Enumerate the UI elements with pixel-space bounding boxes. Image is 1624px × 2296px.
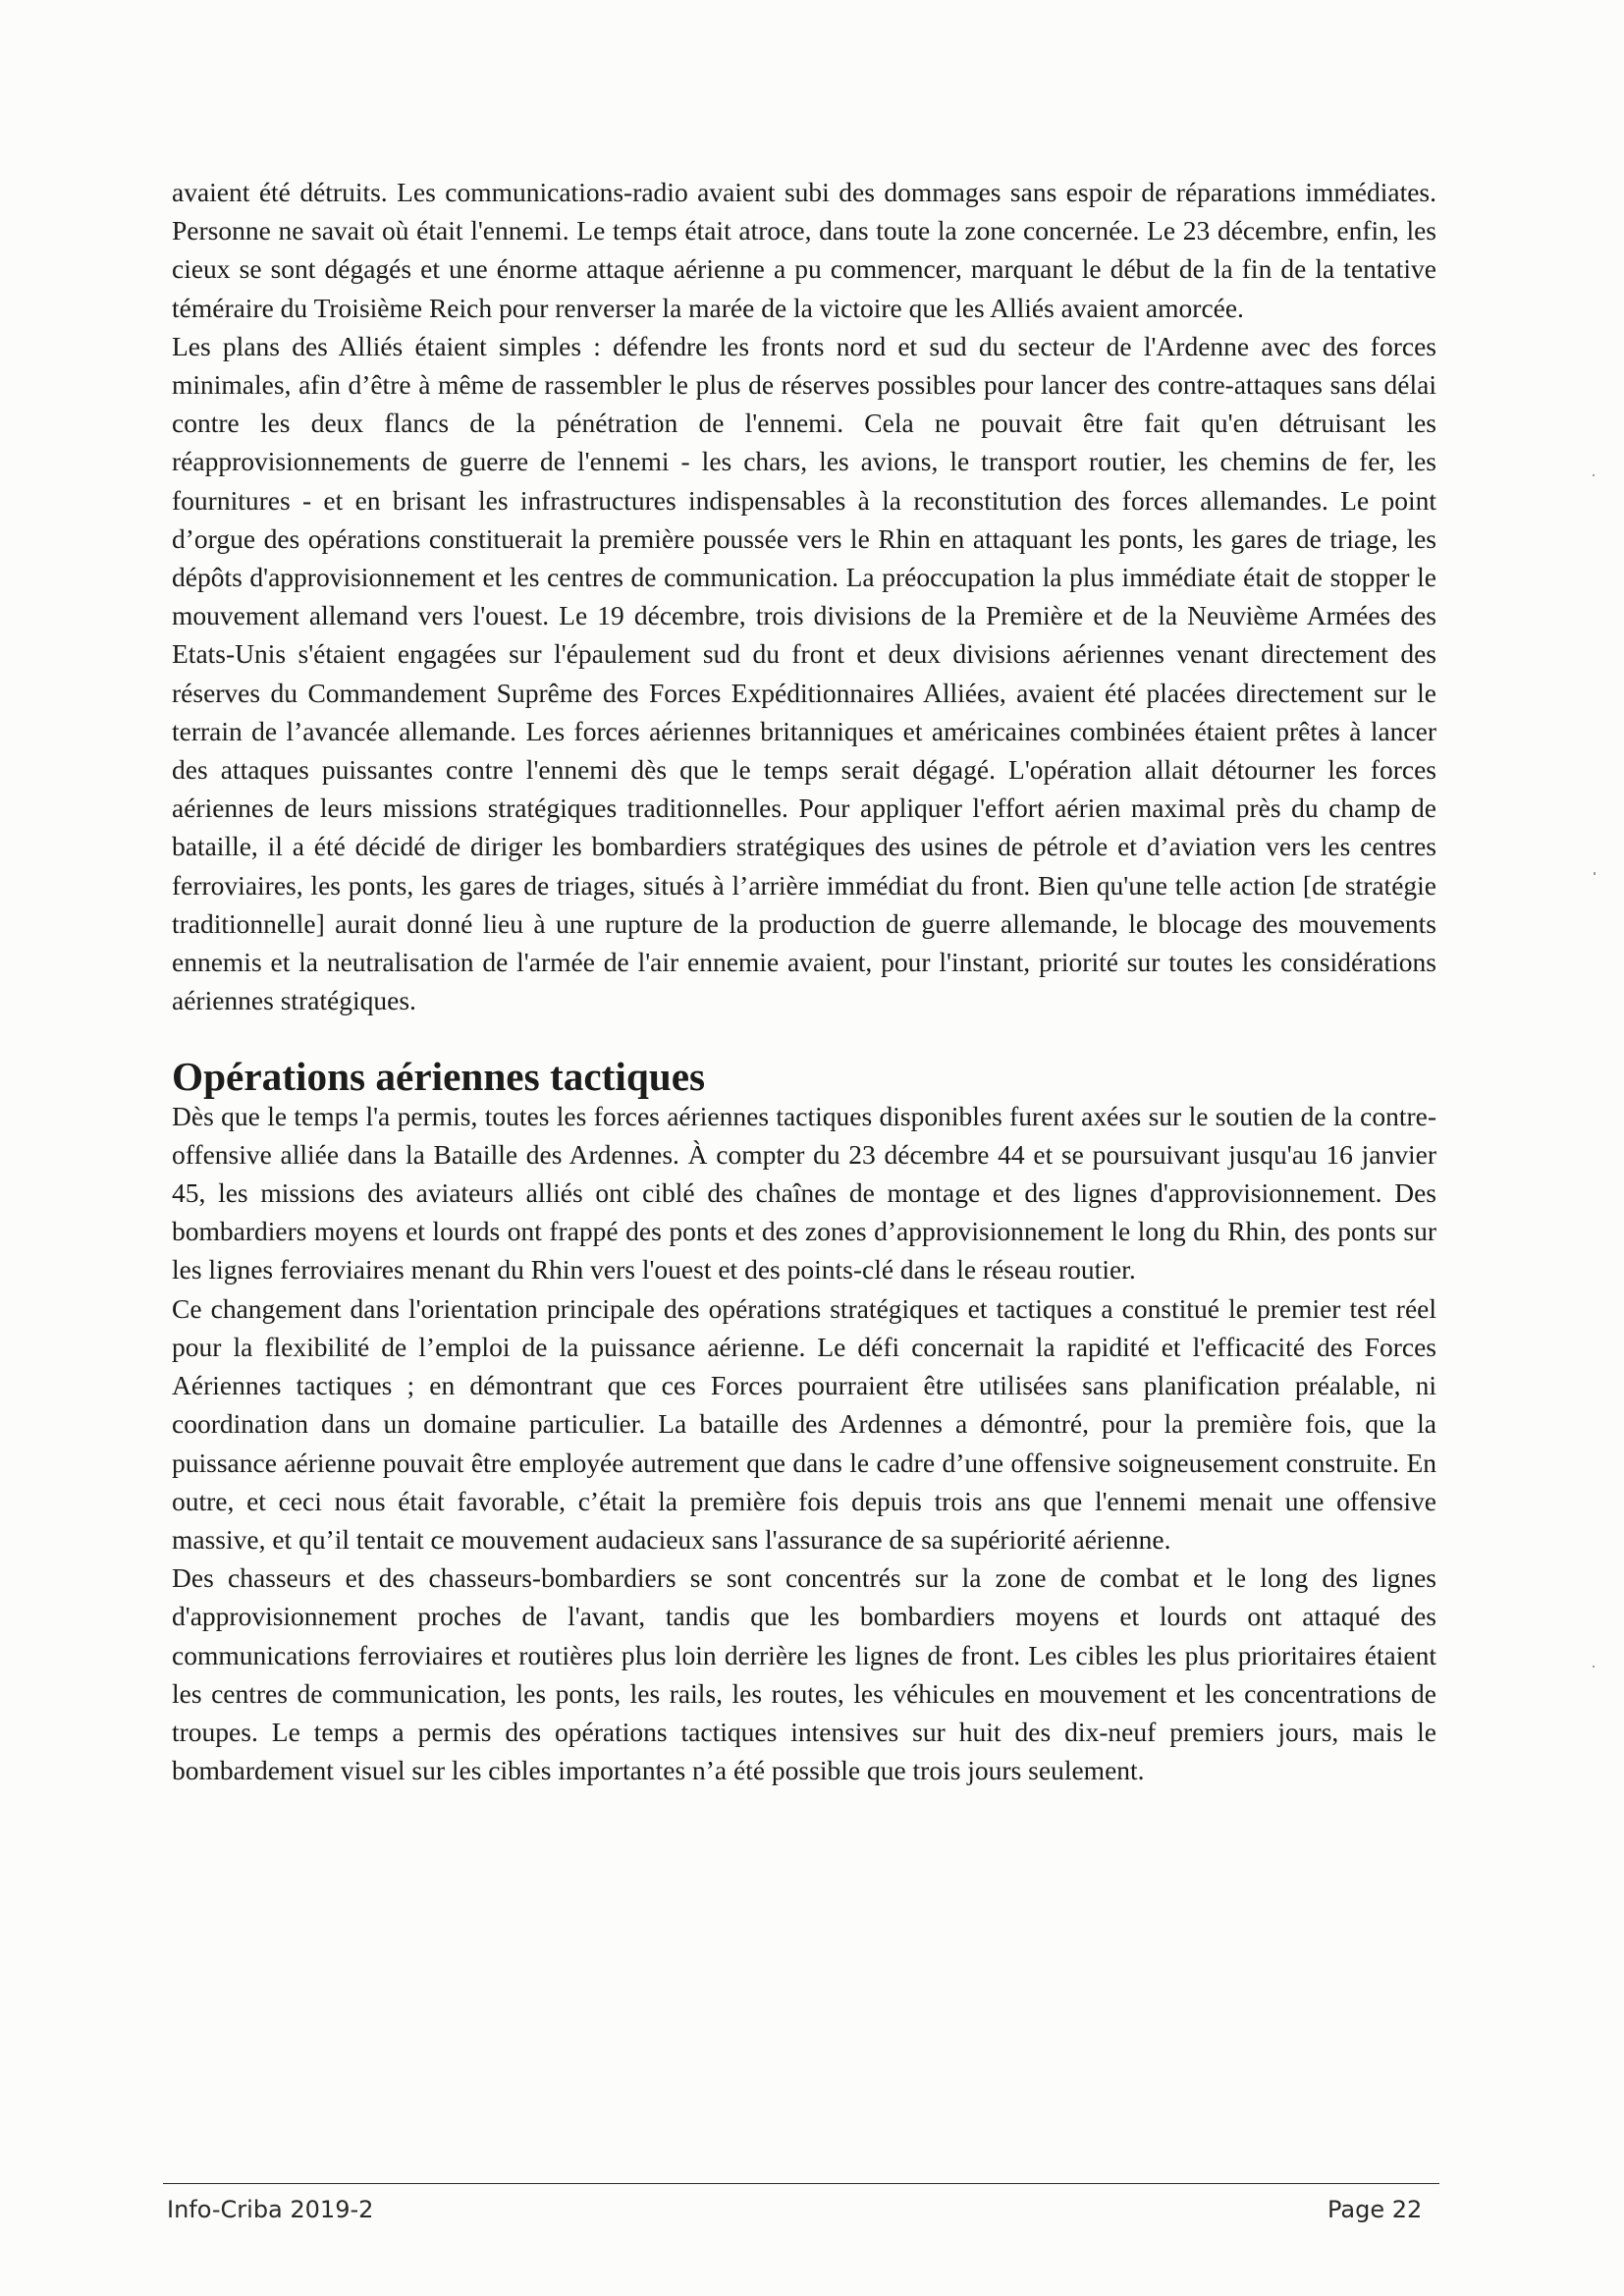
body-paragraph: avaient été détruits. Les communications-radio avaient subi des dommages sans espoir de réparations immédiates. Personne ne savait où était l'ennemi. Le temps était atroce, dans toute la zone concernée. Le 23 décembre, enfin, les cieux se sont dégagés et une énorme attaque aérienne a pu commencer, marquant le début de la fin de la tentative téméraire du Troisième Reich pour renverser la marée de la victoire que les Alliés avaient amorcée. <box>172 177 1436 323</box>
body-paragraph: Les plans des Alliés étaient simples : défendre les fronts nord et sud du secteur de l'Ardenne avec des forces minimales, afin d’être à même de rassembler le plus de réserves possibles pour lancer des contre-attaques sans délai contre les deux flancs de la pénétration de l'ennemi. Cela ne pouvait être fait qu'en détruisant les réapprovisionnements de guerre de l'ennemi - les chars, les avions, le transport routier, les chemins de fer, les fournitures - et en brisant les infrastructures indispensables à la reconstitution des forces allemandes. Le point d’orgue des opérations constituerait la première poussée vers le Rhin en attaquant les ponts, les gares de triage, les dépôts d'approvisionnement et les centres de communication. La préoccupation la plus immédiate était de stopper le mouvement allemand vers l'ouest. Le 19 décembre, trois divisions de la Première et de la Neuvième Armées des Etats-Unis s'étaient engagées sur l'épaulement sud du front et deux divisions aériennes venant directement des réserves du Commandement Suprême des Forces Expéditionnaires Alliées, avaient été placées directement sur le terrain de l’avancée allemande. Les forces aériennes britanniques et américaines combinées étaient prêtes à lancer des attaques puissantes contre l'ennemi dès que le temps serait dégagé. L'opération allait détourner les forces aériennes de leurs missions stratégiques traditionnelles. Pour appliquer l'effort aérien maximal près du champ de bataille, il a été décidé de diriger les bombardiers stratégiques des usines de pétrole et d’aviation vers les centres ferroviaires, les ponts, les gares de triages, situés à l’arrière immédiat du front. Bien qu'une telle action [de stratégie traditionnelle] aurait donné lieu à une rupture de la production de guerre allemande, le blocage des mouvements ennemis et la neutralisation de l'armée de l'air ennemie avaient, pour l'instant, priorité sur toutes les considérations aériennes stratégiques. <box>172 330 1436 1016</box>
section-paragraph: Dès que le temps l'a permis, toutes les forces aériennes tactiques disponibles furent axées sur le soutien de la contre-offensive alliée dans la Bataille des Ardennes. À compter du 23 décembre 44 et se poursuivant jusqu'au 16 janvier 45, les missions des aviateurs alliés ont ciblé des chaînes de montage et des lignes d'approvisionnement. Des bombardiers moyens et lourds ont frappé des ponts et des zones d’approvisionnement le long du Rhin, des ponts sur les lignes ferroviaires menant du Rhin vers l'ouest et des points-clé dans le réseau routier. <box>172 1100 1436 1285</box>
scan-speck <box>1594 872 1596 875</box>
footer-publication: Info-Criba 2019-2 <box>167 2196 374 2223</box>
scan-speck <box>1593 1666 1595 1667</box>
scan-speck <box>1593 474 1595 476</box>
section-paragraph: Ce changement dans l'orientation principale des opérations stratégiques et tactiques a constitué le premier test réel pour la flexibilité de l’emploi de la puissance aérienne. Le défi concernait la rapidité et l'efficacité des Forces Aériennes tactiques ; en démontrant que ces Forces pourraient être utilisées sans planification préalable, ni coordination dans un domaine particulier. La bataille des Ardennes a démontré, pour la première fois, que la puissance aérienne pouvait être employée autrement que dans le cadre d’une offensive soigneusement construite. En outre, et ceci nous était favorable, c’était la première fois depuis trois ans que l'ennemi menait une offensive massive, et qu’il tentait ce mouvement audacieux sans l'assurance de sa supériorité aérienne. <box>172 1292 1436 1555</box>
page-body <box>172 173 1436 1789</box>
footer-divider <box>163 2183 1439 2184</box>
footer-page-number: Page 22 <box>1327 2196 1423 2223</box>
section-heading: Opérations aériennes tactiques <box>172 1054 706 1100</box>
section-paragraph: Des chasseurs et des chasseurs-bombardiers se sont concentrés sur la zone de combat et le long des lignes d'approvisionnement proches de l'avant, tandis que les bombardiers moyens et lourds ont attaqué des communications ferroviaires et routières plus loin derrière les lignes de front. Les cibles les plus prioritaires étaient les centres de communication, les ponts, les rails, les routes, les véhicules en mouvement et les concentrations de troupes. Le temps a permis des opérations tactiques intensives sur huit des dix-neuf premiers jours, mais le bombardement visuel sur les cibles importantes n’a été possible que trois jours seulement. <box>172 1562 1436 1786</box>
